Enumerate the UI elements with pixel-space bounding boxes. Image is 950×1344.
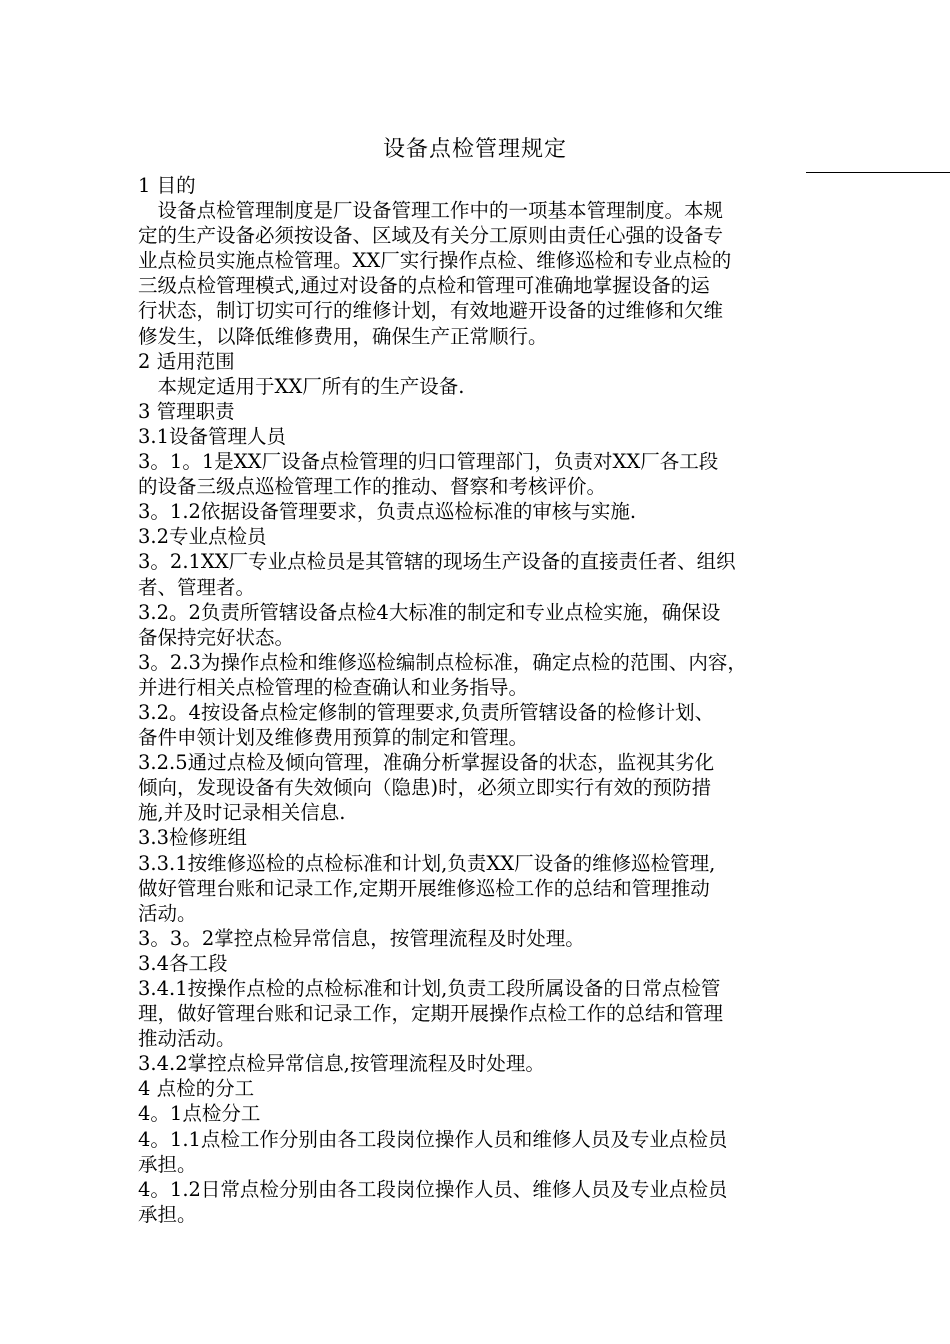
text-line: 理，做好管理台账和记录工作，定期开展操作点检工作的总结和管理: [138, 1002, 724, 1026]
text-line: 推动活动。: [138, 1027, 236, 1051]
text-line: 4。1.1点检工作分别由各工段岗位操作人员和维修人员及专业点检员: [138, 1127, 728, 1151]
document-body: [138, 173, 838, 1227]
text-line: 3.2.5通过点检及倾向管理，准确分析掌握设备的状态，监视其劣化: [138, 751, 715, 775]
text-line: 承担。: [138, 1202, 197, 1226]
text-line: 4。1点检分工: [138, 1102, 261, 1126]
text-line: 活动。: [138, 901, 197, 925]
text-line: 定的生产设备必须按设备、区域及有关分工原则由责任心强的设备专: [138, 224, 724, 248]
text-line: 3。3。2掌控点检异常信息，按管理流程及时处理。: [138, 926, 585, 950]
text-line: 修发生，以降低维修费用，确保生产正常顺行。: [138, 324, 548, 348]
text-line: 2 适用范围: [138, 349, 235, 373]
text-line: 3。1.2依据设备管理要求，负责点巡检标准的审核与实施.: [138, 500, 637, 524]
text-line: 做好管理台账和记录工作,定期开展维修巡检工作的总结和管理推动: [138, 876, 710, 900]
text-line: 3.3检修班组: [138, 826, 248, 850]
text-line: 业点检员实施点检管理。XX厂实行操作点检、维修巡检和专业点检的: [138, 249, 732, 273]
text-line: 3.2。4按设备点检定修制的管理要求,负责所管辖设备的检修计划、: [138, 700, 715, 724]
text-line: 备保持完好状态。: [138, 625, 295, 649]
text-line: 者、管理者。: [138, 575, 256, 599]
text-line: 三级点检管理模式,通过对设备的点检和管理可准确地掌握设备的运: [138, 274, 710, 298]
text-line: 3.2专业点检员: [138, 525, 267, 549]
text-line: 3.4.1按操作点检的点检标准和计划,负责工段所属设备的日常点检管: [138, 977, 721, 1000]
text-line: 3.4.2掌控点检异常信息,按管理流程及时处理。: [138, 1052, 545, 1076]
text-line: 3。1。1是XX厂设备点检管理的归口管理部门，负责对XX厂各工段: [138, 450, 719, 474]
text-line: 4。1.2日常点检分别由各工段岗位操作人员、维修人员及专业点检员: [138, 1177, 728, 1201]
text-line: 3 管理职责: [138, 399, 235, 423]
text-line: 1 目的: [138, 174, 196, 197]
text-line: 倾向，发现设备有失效倾向（隐患)时，必须立即实行有效的预防措: [138, 776, 712, 800]
text-line: 施,并及时记录相关信息.: [138, 801, 346, 825]
text-line: 3。2.1XX厂专业点检员是其管辖的现场生产设备的直接责任者、组织: [138, 550, 736, 574]
text-line: 3.1设备管理人员: [138, 424, 287, 448]
text-line: 3.3.1按维修巡检的点检标准和计划,负责XX厂设备的维修巡检管理,: [138, 851, 716, 875]
document-title: 设备点检管理规定: [382, 137, 567, 162]
text-line: 设备点检管理制度是厂设备管理工作中的一项基本管理制度。本规: [138, 199, 724, 223]
text-line: 承担。: [138, 1152, 197, 1176]
text-line: 备件申领计划及维修费用预算的制定和管理。: [138, 726, 529, 750]
text-line: 3.2。2负责所管辖设备点检4大标准的制定和专业点检实施，确保设: [138, 600, 721, 624]
text-line: 行状态，制订切实可行的维修计划，有效地避开设备的过维修和欠维: [138, 299, 724, 323]
text-line: 本规定适用于XX厂所有的生产设备.: [138, 374, 465, 398]
text-line: 的设备三级点巡检管理工作的推动、督察和考核评价。: [138, 475, 607, 499]
text-line: 4 点检的分工: [138, 1077, 255, 1101]
text-line: 并进行相关点检管理的检查确认和业务指导。: [138, 675, 529, 699]
text-line: 3。2.3为操作点检和维修巡检编制点检标准，确定点检的范围、内容，: [138, 650, 747, 674]
text-line: 3.4各工段: [138, 951, 228, 975]
